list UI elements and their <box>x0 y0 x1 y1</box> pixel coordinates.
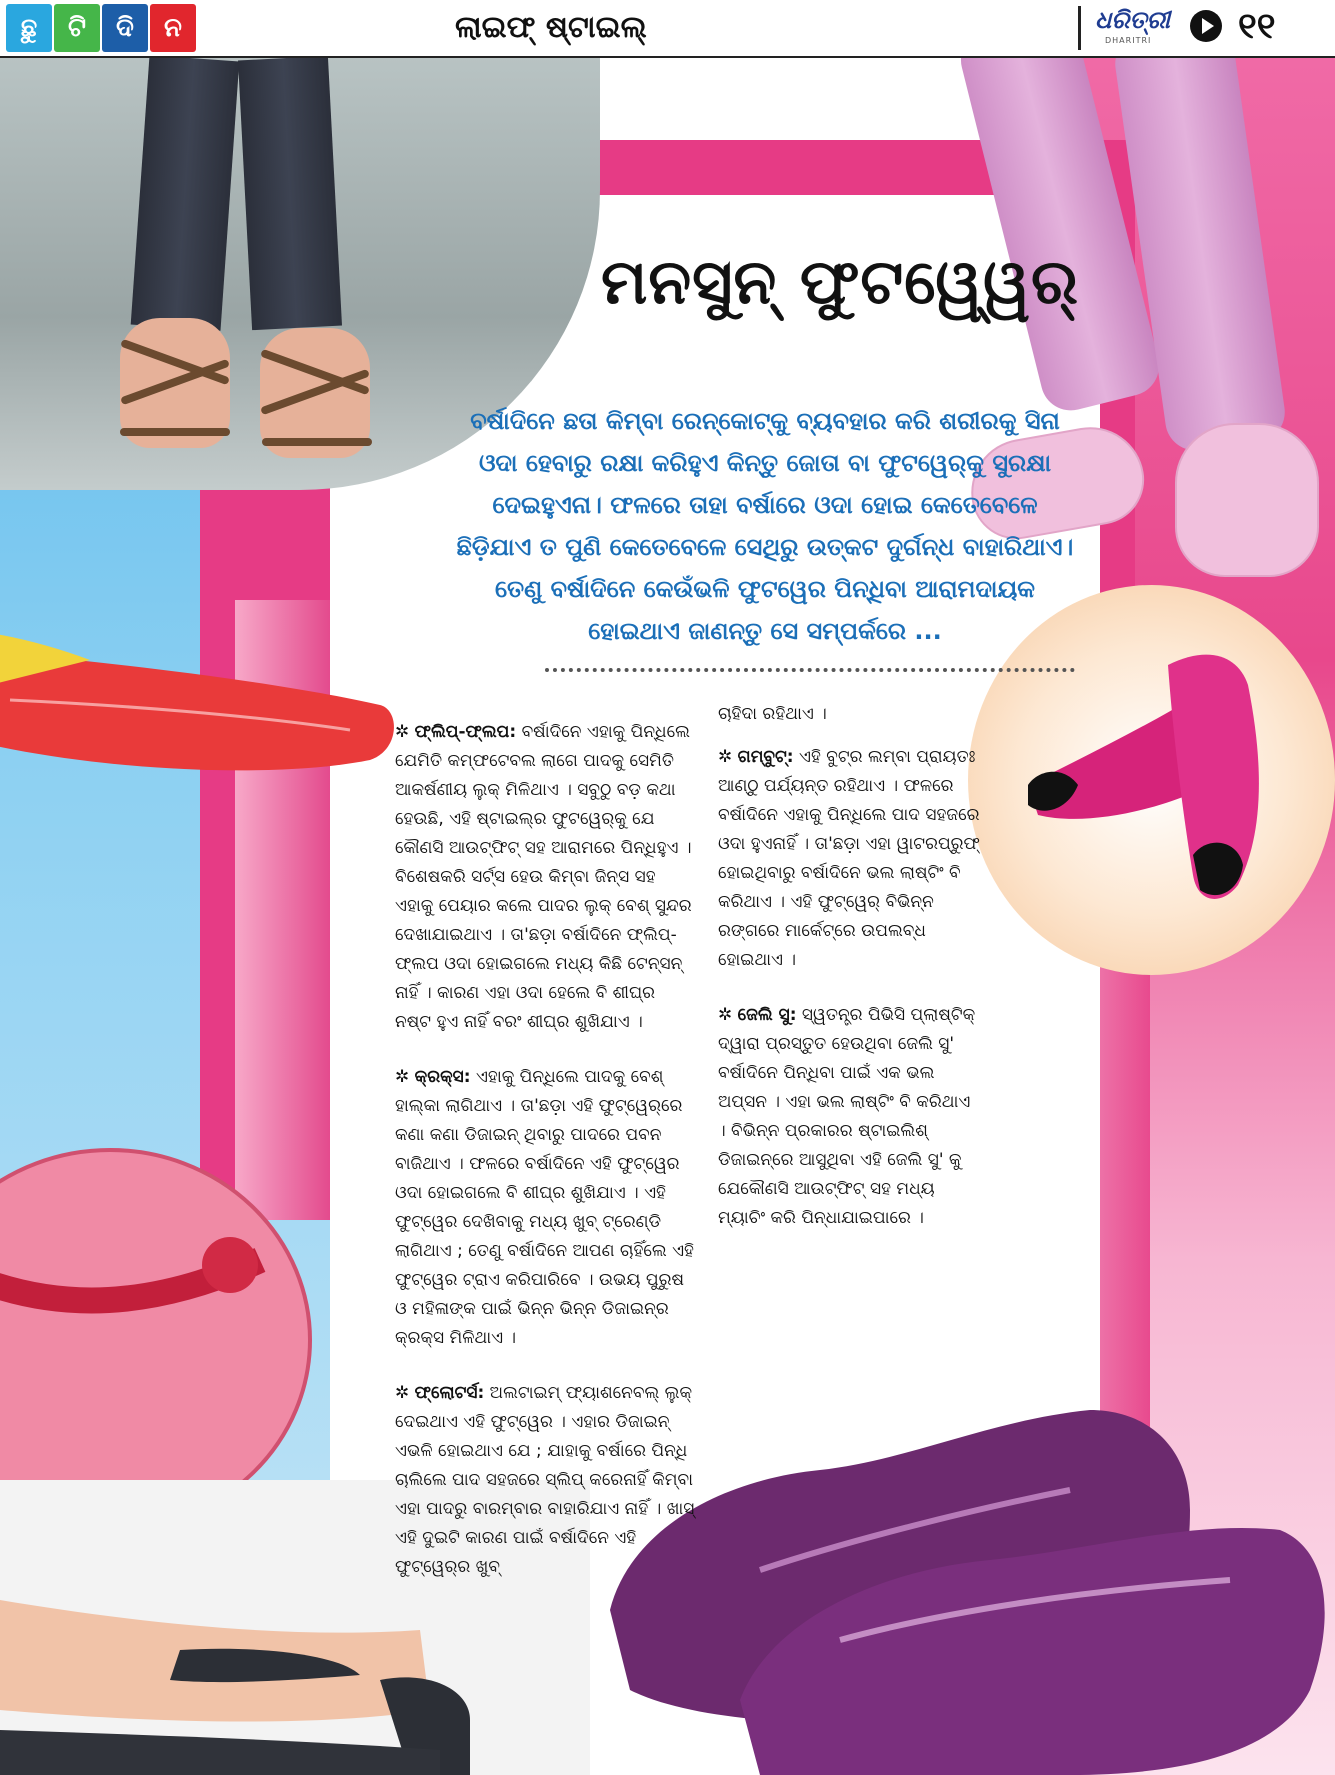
crocs-section: ✲ କ୍ରକ୍ସ: ଏହାକୁ ପିନ୍ଧିଲେ ପାଦକୁ ବେଶ୍ ହାଲ୍‌କା ଲାଗିଥାଏ । ତା'ଛଡ଼ା ଏହି ଫୁଟ୍‌ୱେର୍‌ରେ କଣା କଣା ଡିଜାଇନ୍ ଥିବାରୁ ପାଦରେ ପବନ ବାଜିଥାଏ । ଫଳରେ ବର୍ଷାଦିନେ ଏହି ଫୁଟ୍‌ୱେର ଓଦା ହୋଇଗଲେ ବି ଶୀଘ୍ର ଶୁଖିଯାଏ । ଏହି ଫୁଟ୍‌ୱେର ଦେଖିବାକୁ ମଧ୍ୟ ଖୁବ୍ ଟ୍ରେଣ୍ଡି ଲାଗିଥାଏ ; ତେଣୁ ବର୍ଷାଦିନେ ଆପଣ ଚାହିଁଲେ ଏହି ଫୁଟ୍‌ୱେର ଟ୍ରାଏ କରିପାରିବେ । ଉଭୟ ପୁରୁଷ ଓ ମହିଳାଙ୍କ ପାଇଁ ଭିନ୍ନ ଭିନ୍ନ ଡିଜାଇନ୍‌ର କ୍ରକ୍ସ ମିଳିଥାଏ । <box>395 1067 694 1348</box>
section-tile-2: ଟି <box>54 4 100 52</box>
brand-subtitle: DHARITRI <box>1105 36 1152 45</box>
brand-logo: ଧରିତ୍ରୀ <box>1095 6 1170 34</box>
page-header <box>0 0 1335 58</box>
section-tile-4: ନ <box>150 4 196 52</box>
article-column-1 <box>395 718 695 1608</box>
crocs-heading: କ୍ରକ୍ସ: <box>414 1067 471 1087</box>
article-headline: ମନସୁନ୍ ଫୁଟୱେ୍ୱର୍ <box>601 245 1079 318</box>
gumboots-section: ✲ ଗମ୍‌ବୁଟ୍: ଏହି ବୁଟ୍‌ର ଲମ୍ବା ପ୍ରାୟତଃ ଆଣ୍ଠୁ ପର୍ଯ୍ୟନ୍ତ ରହିଥାଏ । ଫଳରେ ବର୍ଷାଦିନେ ଏହାକୁ ପିନ୍ଧିଲେ ପାଦ ସହଜରେ ଓଦା ହୁଏନାହିଁ । ତା'ଛଡ଼ା ଏହା ୱାଟରପ୍ରୁଫ୍ ହୋଇଥିବାରୁ ବର୍ଷାଦିନେ ଭଲ ଲାଷ୍ଟିଂ ବି କରିଥାଏ । ଏହି ଫୁଟ୍‌ୱେର୍ ବିଭିନ୍ନ ରଙ୍ଗରେ ମାର୍କେଟ୍‌ରେ ଉପଲବ୍ଧ ହୋଇଥାଏ । <box>718 747 980 970</box>
jelly-section: ✲ ଜେଲି ସୁ: ସ୍ୱତନ୍ତ୍ର ପିଭିସି ପ୍ଲାଷ୍ଟିକ୍ ଦ୍ୱାରା ପ୍ରସ୍ତୁତ ହେଉଥିବା ଜେଲି ସୁ' ବର୍ଷାଦିନେ ପିନ୍ଧିବା ପାଇଁ ଏକ ଭଲ ଅପ୍ସନ । ଏହା ଭଲ ଲାଷ୍ଟିଂ ବି କରିଥାଏ । ବିଭିନ୍ନ ପ୍ରକାରର ଷ୍ଟାଇଲିଶ୍ ଡିଜାଇନ୍‌ରେ ଆସୁଥିବା ଏହି ଜେଲି ସୁ' କୁ ଯେକୌଣସି ଆଉଟ୍‌ଫିଟ୍ ସହ ମଧ୍ୟ ମ୍ୟାଚିଂ କରି ପିନ୍ଧାଯାଇପାରେ । <box>718 1005 976 1228</box>
dotted-divider <box>545 668 1075 672</box>
croc-shoe-right <box>1175 423 1319 577</box>
jeans-left-leg <box>131 58 240 331</box>
section-tile-1: ଛୁ <box>6 4 52 52</box>
section-title: ଲାଇଫ୍ ଷ୍ଟାଇଲ୍ <box>455 10 647 45</box>
section-tile-3: ଦି <box>102 4 148 52</box>
flipflop-heading: ଫ୍ଲିପ୍-ଫ୍ଲପ: <box>414 722 517 742</box>
jelly-shoes-shape <box>590 1310 1335 1775</box>
article-intro: ବର୍ଷାଦିନେ ଛତା କିମ୍ବା ରେନ୍‌କୋଟ୍‌କୁ ବ୍ୟବହାର କରି ଶରୀରକୁ ସିନା ଓଦା ହେବାରୁ ରକ୍ଷା କରିହୁଏ କିନ୍ତୁ ଜୋତା ବା ଫୁଟୱେର୍‌କୁ ସୁରକ୍ଷା ଦେଇହୁଏନା। ଫଳରେ ତାହା ବର୍ଷାରେ ଓଦା ହୋଇ କେତେବେଳେ ଛିଡ଼ିଯାଏ ତ ପୁଣି କେତେବେଳେ ସେଥିରୁ ଉତ୍କଟ ଦୁର୍ଗନ୍ଧ ବାହାରିଥାଏ। ତେଣୁ ବର୍ଷାଦିନେ କେଉଁଭଳି ଫୁଟୱେର ପିନ୍ଧିବା ଆରାମଦାୟକ ହୋଇଥାଏ ଜାଣନ୍ତୁ ସେ ସମ୍ପର୍କରେ ... <box>456 407 1074 645</box>
floaters-heading: ଫ୍ଲୋଟର୍ସ: <box>414 1383 485 1403</box>
gumboots-body: ଏହି ବୁଟ୍‌ର ଲମ୍ବା ପ୍ରାୟତଃ ଆଣ୍ଠୁ ପର୍ଯ୍ୟନ୍ତ ରହିଥାଏ । ଫଳରେ ବର୍ଷାଦିନେ ଏହାକୁ ପିନ୍ଧିଲେ ପାଦ ସହଜରେ ଓଦା ହୁଏନାହିଁ । ତା'ଛଡ଼ା ଏହା ୱାଟରପ୍ରୁଫ୍ ହୋଇଥିବାରୁ ବର୍ଷାଦିନେ ଭଲ ଲାଷ୍ଟିଂ ବି କରିଥାଏ । ଏହି ଫୁଟ୍‌ୱେର୍ ବିଭିନ୍ନ ରଙ୍ଗରେ ମାର୍କେଟ୍‌ରେ ଉପଲବ୍ଧ ହୋଇଥାଏ । <box>718 747 980 970</box>
floaters-section: ✲ ଫ୍ଲୋଟର୍ସ: ଅଲଟାଇମ୍ ଫ୍ୟାଶନେବଲ୍ ଲୁକ୍ ଦେଇଥାଏ ଏହି ଫୁଟ୍‌ୱେର । ଏହାର ଡିଜାଇନ୍ ଏଭଳି ହୋଇଥାଏ ଯେ ; ଯାହାକୁ ବର୍ଷାରେ ପିନ୍ଧି ଚାଲିଲେ ପାଦ ସହଜରେ ସ୍ଲିପ୍ କରେନାହିଁ କିମ୍ବା ଏହା ପାଦରୁ ବାରମ୍ବାର ବାହାରିଯାଏ ନାହିଁ । ଖାସ୍ ଏହି ଦୁଇଟି କାରଣ ପାଇଁ ବର୍ଷାଦିନେ ଏହି ଫୁଟ୍‌ୱେର୍‌ର ଖୁବ୍ <box>395 1383 695 1577</box>
page-number: ୧୧ <box>1238 6 1276 47</box>
purple-jelly-shoes-photo <box>590 1310 1335 1775</box>
crocs-body: ଏହାକୁ ପିନ୍ଧିଲେ ପାଦକୁ ବେଶ୍ ହାଲ୍‌କା ଲାଗିଥାଏ । ତା'ଛଡ଼ା ଏହି ଫୁଟ୍‌ୱେର୍‌ରେ କଣା କଣା ଡିଜାଇନ୍ ଥିବାରୁ ପାଦରେ ପବନ ବାଜିଥାଏ । ଫଳରେ ବର୍ଷାଦିନେ ଏହି ଫୁଟ୍‌ୱେର ଓଦା ହୋଇଗଲେ ବି ଶୀଘ୍ର ଶୁଖିଯାଏ । ଏହି ଫୁଟ୍‌ୱେର ଦେଖିବାକୁ ମଧ୍ୟ ଖୁବ୍ ଟ୍ରେଣ୍ଡି ଲାଗିଥାଏ ; ତେଣୁ ବର୍ଷାଦିନେ ଆପଣ ଚାହିଁଲେ ଏହି ଫୁଟ୍‌ୱେର ଟ୍ରାଏ କରିପାରିବେ । ଉଭୟ ପୁରୁଷ ଓ ମହିଳାଙ୍କ ପାଇଁ ଭିନ୍ନ ଭିନ୍ନ ଡିଜାଇନ୍‌ର କ୍ରକ୍ସ ମିଳିଥାଏ । <box>395 1067 694 1348</box>
jelly-body: ସ୍ୱତନ୍ତ୍ର ପିଭିସି ପ୍ଲାଷ୍ଟିକ୍ ଦ୍ୱାରା ପ୍ରସ୍ତୁତ ହେଉଥିବା ଜେଲି ସୁ' ବର୍ଷାଦିନେ ପିନ୍ଧିବା ପାଇଁ ଏକ ଭଲ ଅପ୍ସନ । ଏହା ଭଲ ଲାଷ୍ଟିଂ ବି କରିଥାଏ । ବିଭିନ୍ନ ପ୍ରକାରର ଷ୍ଟାଇଲିଶ୍ ଡିଜାଇନ୍‌ରେ ଆସୁଥିବା ଏହି ଜେଲି ସୁ' କୁ ଯେକୌଣସି ଆଉଟ୍‌ଫିଟ୍ ସହ ମଧ୍ୟ ମ୍ୟାଚିଂ କରି ପିନ୍ଧାଯାଇପାରେ । <box>718 1005 976 1228</box>
red-jelly-flat-photo <box>0 620 410 780</box>
header-divider <box>1078 6 1081 50</box>
play-icon <box>1190 10 1222 42</box>
article-column-2 <box>718 700 983 1259</box>
floaters-continuation: ଚାହିଦା ରହିଥାଏ । <box>718 704 827 724</box>
gumboots-heading: ଗମ୍‌ବୁଟ୍: <box>737 747 794 767</box>
hat-shape <box>0 1110 320 1530</box>
flipflop-section: ✲ ଫ୍ଲିପ୍-ଫ୍ଲପ: ବର୍ଷାଦିନେ ଏହାକୁ ପିନ୍ଧିଲେ ଯେମିତି କମ୍ଫଟେବଲ ଲାଗେ ପାଦକୁ ସେମିତି ଆକର୍ଷଣୀୟ ଲୁକ୍ ମିଳିଥାଏ । ସବୁଠୁ ବଡ଼ କଥା ହେଉଛି, ଏହି ଷ୍ଟାଇଲ୍‌ର ଫୁଟୱେର୍‌କୁ ଯେ କୌଣସି ଆଉଟ୍‌ଫିଟ୍ ସହ ଆରାମରେ ପିନ୍ଧିହୁଏ । ବିଶେଷକରି ସର୍ଟ୍ସ ହେଉ କିମ୍ବା ଜିନ୍ସ ସହ ଏହାକୁ ପେୟାର କଲେ ପାଦର ଲୁକ୍ ବେଶ୍ ସୁନ୍ଦର ଦେଖାଯାଇଥାଏ । ତା'ଛଡ଼ା ବର୍ଷାଦିନେ ଫ୍ଲିପ୍-ଫ୍ଲପ ଓଦା ହୋଇଗଲେ ମଧ୍ୟ କିଛି ଟେନ୍‌ସନ୍ ନାହିଁ । କାରଣ ଏହା ଓଦା ହେଲେ ବି ଶୀଘ୍ର ନଷ୍ଟ ହୁଏ ନାହିଁ ବରଂ ଶୀଘ୍ର ଶୁଖିଯାଏ । <box>395 722 692 1032</box>
jelly-heading: ଜେଲି ସୁ: <box>737 1005 797 1025</box>
jeans-right-leg <box>238 58 342 330</box>
red-jelly-flat-shape <box>0 620 410 780</box>
flipflop-body: ବର୍ଷାଦିନେ ଏହାକୁ ପିନ୍ଧିଲେ ଯେମିତି କମ୍ଫଟେବଲ ଲାଗେ ପାଦକୁ ସେମିତି ଆକର୍ଷଣୀୟ ଲୁକ୍ ମିଳିଥାଏ । ସବୁଠୁ ବଡ଼ କଥା ହେଉଛି, ଏହି ଷ୍ଟାଇଲ୍‌ର ଫୁଟୱେର୍‌କୁ ଯେ କୌଣସି ଆଉଟ୍‌ଫିଟ୍ ସହ ଆରାମରେ ପିନ୍ଧିହୁଏ । ବିଶେଷକରି ସର୍ଟ୍ସ ହେଉ କିମ୍ବା ଜିନ୍ସ ସହ ଏହାକୁ ପେୟାର କଲେ ପାଦର ଲୁକ୍ ବେଶ୍ ସୁନ୍ଦର ଦେଖାଯାଇଥାଏ । ତା'ଛଡ଼ା ବର୍ଷାଦିନେ ଫ୍ଲିପ୍-ଫ୍ଲପ ଓଦା ହୋଇଗଲେ ମଧ୍ୟ କିଛି ଟେନ୍‌ସନ୍ ନାହିଁ । କାରଣ ଏହା ଓଦା ହେଲେ ବି ଶୀଘ୍ର ନଷ୍ଟ ହୁଏ ନାହିଁ ବରଂ ଶୀଘ୍ର ଶୁଖିଯାଏ । <box>395 722 692 1032</box>
pink-hat-photo <box>0 1110 320 1530</box>
floaters-body: ଅଲଟାଇମ୍ ଫ୍ୟାଶନେବଲ୍ ଲୁକ୍ ଦେଇଥାଏ ଏହି ଫୁଟ୍‌ୱେର । ଏହାର ଡିଜାଇନ୍ ଏଭଳି ହୋଇଥାଏ ଯେ ; ଯାହାକୁ ବର୍ଷାରେ ପିନ୍ଧି ଚାଲିଲେ ପାଦ ସହଜରେ ସ୍ଲିପ୍ କରେନାହିଁ କିମ୍ବା ଏହା ପାଦରୁ ବାରମ୍ବାର ବାହାରିଯାଏ ନାହିଁ । ଖାସ୍ ଏହି ଦୁଇଟି କାରଣ ପାଇଁ ବର୍ଷାଦିନେ ଏହି ଫୁଟ୍‌ୱେର୍‌ର ଖୁବ୍ <box>395 1383 695 1577</box>
